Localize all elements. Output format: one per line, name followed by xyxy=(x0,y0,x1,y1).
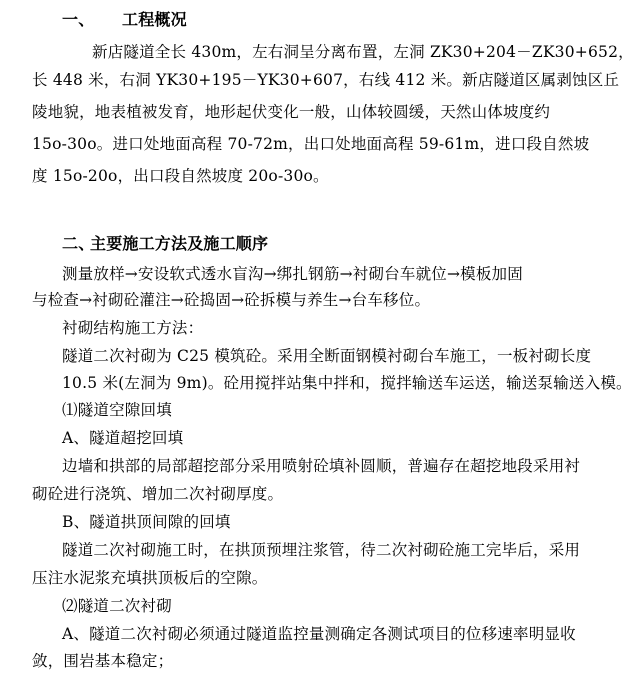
paragraph-line: 15o-30o。进口处地面高程 70-72m，出口处地面高程 59-61m，进口段自然坡 xyxy=(32,135,590,153)
paragraph-line: 与检查→衬砌砼灌注→砼捣固→砼拆模与养生→台车移位。 xyxy=(32,291,431,309)
section-1-number: 一、 xyxy=(62,10,95,29)
subheading: A、隧道超挖回填 xyxy=(62,429,184,447)
subheading: ⑴隧道空隙回填 xyxy=(62,401,172,419)
subheading: B、隧道拱顶间隙的回填 xyxy=(62,513,231,531)
section-2-number: 二、 xyxy=(62,234,95,253)
section-1-title: 工程概况 xyxy=(122,10,187,29)
paragraph-line: 隧道二次衬砌施工时，在拱顶预埋注浆管，待二次衬砌砼施工完毕后，采用 xyxy=(62,541,581,559)
paragraph-line: 隧道二次衬砌为 C25 模筑砼。采用全断面钢模衬砌台车施工，一板衬砌长度 xyxy=(62,347,592,365)
paragraph-line: 新店隧道全长 430m，左右洞呈分离布置，左洞 ZK30+204－ZK30+652， xyxy=(92,43,634,61)
paragraph-line: 砌砼进行浇筑、增加二次衬砌厚度。 xyxy=(32,485,284,503)
paragraph-line: 度 15o-20o，出口段自然坡度 20o-30o。 xyxy=(32,167,329,185)
paragraph-line: 边墙和拱部的局部超挖部分采用喷射砼填补圆顺，普遍存在超挖地段采用衬 xyxy=(62,457,581,475)
paragraph-line: 长 448 米，右洞 YK30+195－YK30+607，右线 412 米。新店隧道区属剥蚀区丘 xyxy=(32,71,620,89)
paragraph-line: 10.5 米(左洞为 9m)。砼用搅拌站集中拌和，搅拌输送车运送，输送泵输送入模。 xyxy=(62,374,632,392)
section-2-title: 主要施工方法及施工顺序 xyxy=(90,234,269,253)
subheading: ⑵隧道二次衬砌 xyxy=(62,597,172,615)
paragraph-line: 压注水泥浆充填拱顶板后的空隙。 xyxy=(32,569,268,587)
paragraph-line: 衬砌结构施工方法： xyxy=(62,319,204,337)
paragraph-line: 测量放样→安设软式透水盲沟→绑扎钢筋→衬砌台车就位→模板加固 xyxy=(62,265,523,283)
paragraph-line: 敛，围岩基本稳定； xyxy=(32,652,174,670)
paragraph-line: 陵地貌，地表植被发育，地形起伏变化一般，山体较圆缓，天然山体坡度约 xyxy=(32,103,551,121)
paragraph-line: A、隧道二次衬砌必须通过隧道监控量测确定各测试项目的位移速率明显收 xyxy=(62,625,576,643)
section-1-heading xyxy=(62,10,187,30)
section-2-heading xyxy=(62,234,268,254)
